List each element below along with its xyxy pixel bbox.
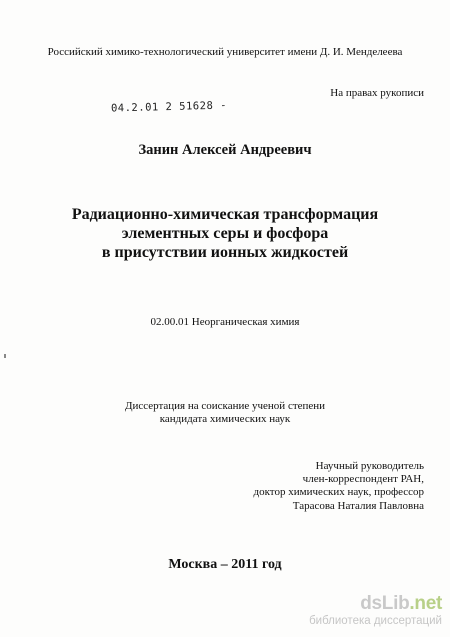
- supervisor-line: член-корреспондент РАН,: [302, 473, 424, 486]
- registration-stamp: 04.2.01 2 51628 -: [110, 99, 228, 115]
- manuscript-note: На правах рукописи: [330, 87, 424, 99]
- city-year: Москва – 2011 год: [168, 557, 282, 572]
- supervisor-line: Научный руководитель: [315, 460, 424, 472]
- supervisor-line: Тарасова Наталия Павловна: [292, 499, 424, 512]
- title-line: Радиационно-химическая трансформация: [71, 206, 379, 223]
- scan-mark: [4, 354, 6, 358]
- watermark: [309, 594, 442, 628]
- watermark-logo-accent: .net: [409, 593, 442, 614]
- watermark-logo: [309, 594, 442, 614]
- watermark-logo-main: dsLib: [360, 593, 410, 614]
- dissertation-title: [0, 205, 450, 262]
- supervisor-block: [254, 460, 424, 513]
- supervisor-line: доктор химических наук, профессор: [253, 486, 424, 499]
- degree-line: кандидата химических наук: [159, 413, 291, 425]
- title-line: элементных серы и фосфора: [121, 225, 329, 242]
- author-name: Занин Алексей Андреевич: [138, 142, 312, 158]
- university-name: Российский химико-технологический университет имени Д. И. Менделеева: [47, 46, 403, 58]
- specialty-code: 02.00.01 Неорганическая химия: [150, 316, 300, 328]
- title-line: в присутствии ионных жидкостей: [101, 244, 349, 261]
- degree-line: Диссертация на соискание ученой степени: [124, 400, 326, 412]
- watermark-subtitle: библиотека диссертаций: [309, 615, 442, 627]
- degree-statement: [0, 400, 450, 426]
